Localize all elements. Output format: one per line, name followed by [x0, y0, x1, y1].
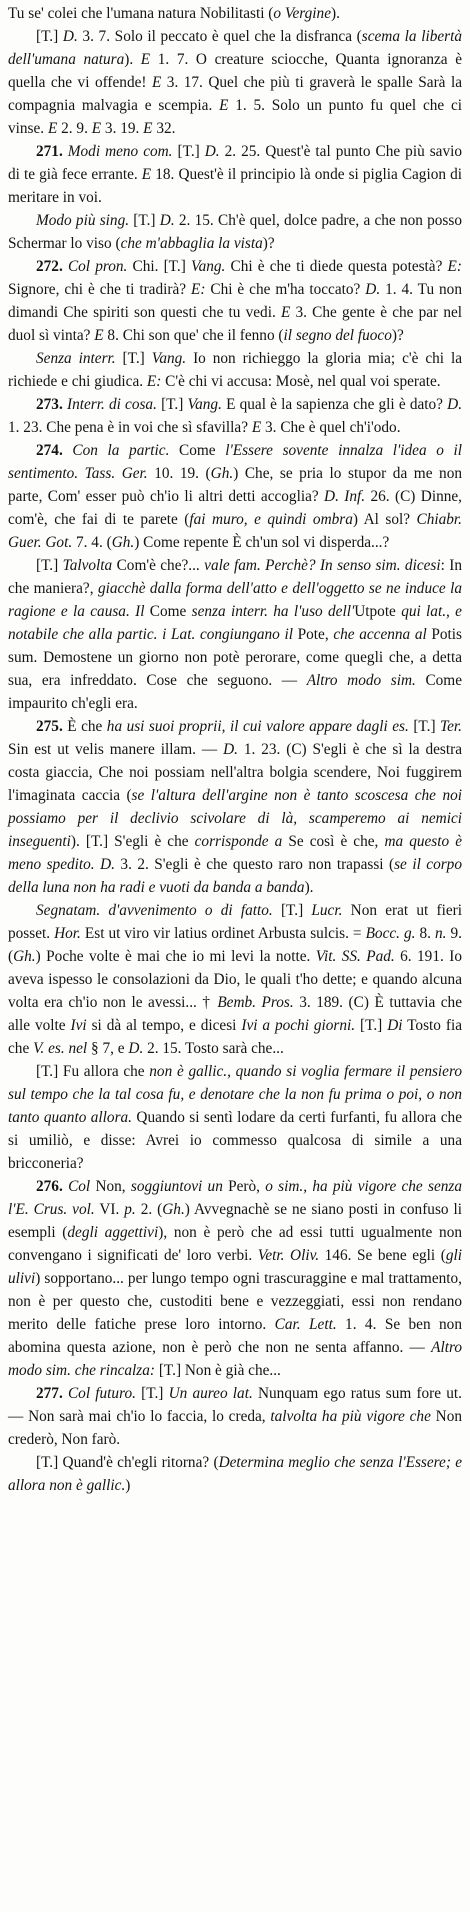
italic-text: fai muro, e quindi ombra [189, 511, 353, 528]
text-run: Chi è che m'ha toccato? [205, 281, 366, 298]
italic-text: qui lat., e notabile che alla partic. i Lat. congiungano il [8, 603, 462, 643]
entry-number: 272. [36, 258, 63, 275]
italic-text: Ivi a pochi giorni. [241, 1017, 356, 1034]
text-run: 3. 17. Quel che più ti graverà le spalle Sarà la compagnia malvagia e scempia. [8, 74, 462, 114]
italic-text: Modo più sing. [36, 212, 130, 229]
italic-text: Interr. di cosa. [66, 396, 157, 413]
italic-text: Con la partic. [72, 442, 170, 459]
italic-text: E [219, 97, 229, 114]
text-run: [T.] [355, 1017, 388, 1034]
italic-text: il segno del fuoco [283, 327, 392, 344]
text-run: È che [62, 718, 107, 735]
italic-text: gli ulivi [8, 1247, 462, 1287]
text-run: 32. [152, 120, 176, 137]
italic-text: corrisponde a [194, 833, 283, 850]
italic-text: Vang. [190, 258, 226, 275]
italic-text: soggiuntovi un [130, 1178, 223, 1195]
italic-text: Col futuro. [67, 1385, 136, 1402]
italic-text: E [143, 120, 153, 137]
italic-text: E [47, 120, 58, 137]
text-run: E qual è la sapienza che gli è dato? [221, 396, 448, 413]
paragraph [8, 1451, 462, 1497]
text-run: ) Al sol? [352, 511, 417, 528]
italic-text: Bemb. Pros. [217, 994, 294, 1011]
paragraph [8, 1175, 462, 1382]
italic-text: D. Inf. [324, 488, 366, 505]
italic-text: D. [204, 143, 220, 160]
text-column [8, 2, 462, 1497]
text-run: ), non è però che ad essi tutti ugualmente non convengano i significati de' loro verbi. [8, 1224, 462, 1264]
italic-text: Car. Lett. [274, 1316, 337, 1333]
italic-text: D. [223, 741, 238, 758]
paragraph [8, 439, 462, 554]
text-run: 1. 23. (C) S'egli è che sì la destra costa giaccia, Che noi possiam nell'altra bolgia scendere, Noi fuggirem l'imaginata caccia ( [8, 741, 463, 804]
italic-text: Chiabr. Guer. Got. [8, 511, 463, 551]
italic-text: Col [68, 1178, 91, 1195]
text-run: 6. 191. Io aveva ispesso le consolazioni da Dio, le quali t'ho dette; e quando alcuna volta era ch'io non le avessi... † [8, 948, 462, 1011]
italic-text: Un aureo lat. [168, 1385, 253, 1402]
text-run: Chi è che ti diede questa potestà? [225, 258, 448, 275]
text-run: C'è chi vi accusa: Mosè, nel qual voi sperate. [161, 373, 441, 390]
text-run: 3. 7. Solo il peccato è quel che la disfranca ( [77, 28, 362, 45]
text-run: 1. 4. Tu non dimandi Che spiriti son questi che tu vedi. [8, 281, 462, 321]
italic-text: Gh. [162, 1201, 185, 1218]
text-run: ). [124, 51, 141, 68]
italic-text: Modi meno com. [67, 143, 173, 160]
italic-text: Gh. [13, 948, 36, 965]
text-run: [T.] Non è già che... [155, 1362, 281, 1379]
text-run: 3. 189. (C) È tuttavia che alle volte [8, 994, 462, 1034]
paragraph [8, 899, 462, 1060]
italic-text: Gh. [210, 465, 234, 482]
text-run: 3. Che gente è che par nel duol sì vinta? [8, 304, 463, 344]
text-run: ). [304, 879, 314, 896]
italic-text: E [141, 166, 152, 183]
text-run: Io non richieggo la gloria mia; c'è chi la richiede e chi giudica. [8, 350, 463, 390]
text-run: ) Avvegnachè se ne siano posti in confuso li esempli ( [8, 1201, 463, 1241]
italic-text: Gh. [111, 534, 135, 551]
text-run: 2. 9. [57, 120, 92, 137]
paragraph [8, 347, 462, 393]
entry-number: 275. [36, 718, 63, 735]
text-run: Tu se' colei che l'umana natura Nobilitasti ( [8, 5, 274, 22]
text-run: Nunquam ego ratus sum fore ut. — Non sarà mai ch'io lo faccia, lo creda, [8, 1385, 462, 1425]
italic-text: o Vergine [273, 5, 331, 22]
text-run: Tosto fia che [8, 1017, 462, 1057]
text-run: Come [144, 603, 192, 620]
text-run: Sin est ut velis manere illam. — [8, 741, 224, 758]
text-run: 8. Chi son que' che il fenno ( [103, 327, 284, 344]
paragraph [8, 25, 462, 140]
entry-number: 277. [36, 1385, 63, 1402]
text-run: [T.] [115, 350, 152, 367]
paragraph [8, 1382, 462, 1451]
italic-text: E [251, 419, 262, 436]
italic-text: Di [387, 1017, 403, 1034]
italic-text: E [94, 327, 104, 344]
italic-text: E [151, 74, 162, 91]
text-run: 2. 15. Ch'è quel, dolce padre, a che non posso Schermar lo viso ( [8, 212, 462, 252]
text-run: [T.] [172, 143, 205, 160]
text-run: Pote, [292, 626, 334, 643]
text-run: ) Poche volte è mai che io mi levi la notte. [35, 948, 316, 965]
italic-text: vale fam. Perchè? In senso sim. dicesi [204, 557, 441, 574]
entry-number: 271. [36, 143, 63, 160]
paragraph [8, 1060, 462, 1175]
italic-text: non è gallic., quando si voglia fermare il pensiero sul tempo che la tal cosa fu, e denotare che la non fu prima o poi, o non tanto quanto allora. [8, 1063, 462, 1126]
text-run: [T.] [36, 28, 63, 45]
italic-text: n. [435, 925, 447, 942]
text-run: 10. 19. ( [147, 465, 211, 482]
text-run: ) Che, se pria lo stupor da me non parte, Com' esser può ch'io li altri detti accoglia? [8, 465, 462, 505]
italic-text: ma questo è meno spedito. D. [8, 833, 463, 873]
text-run: [T.] [135, 1385, 169, 1402]
italic-text: p. [124, 1201, 136, 1218]
italic-text: talvolta ha più vigore che [270, 1408, 431, 1425]
italic-text: D. [159, 212, 175, 229]
italic-text: Altro modo sim. [306, 672, 416, 689]
text-run: Non, [90, 1178, 131, 1195]
text-run: )? [391, 327, 404, 344]
text-run: Però, [222, 1178, 266, 1195]
text-run: 1. 4. Se ben non abomina questa azione, non è però che non ne senta affanno. — [8, 1316, 462, 1356]
text-run: 18. Quest'è il principio là onde si piglia Cagion di meritare in voi. [8, 166, 462, 206]
italic-text: Col pron. [67, 258, 128, 275]
entry-number: 276. [36, 1178, 63, 1195]
text-run: si dà al tempo, e dicesi [86, 1017, 242, 1034]
italic-text: Altro modo sim. che rincalza: [8, 1339, 462, 1379]
text-run: [T.] [408, 718, 441, 735]
italic-text: Talvolta [62, 557, 113, 574]
italic-text: Hor. [54, 925, 81, 942]
text-run: Est ut viro vir latius ordinet Arbusta sulcis. = [80, 925, 366, 942]
paragraph [8, 209, 462, 255]
italic-text: E: [146, 373, 162, 390]
text-run: 146. Se bene egli ( [319, 1247, 446, 1264]
text-run: : In che maniera?, [8, 557, 462, 597]
italic-text: Determina meglio che senza l'Essere; e allora non è gallic. [8, 1454, 463, 1494]
italic-text: E: [447, 258, 462, 275]
text-run: 3. Che è quel ch'i'odo. [261, 419, 401, 436]
text-run: 9. ( [8, 925, 462, 965]
text-run: ) sopportano... per lungo tempo ogni trascuraggine e mal trattamento, non è per questo che, custoditi bene e vezzeggiati, essi non rendano merito delle fatiche prese loro intorno. [8, 1270, 462, 1333]
text-run: 2. 15. Tosto sarà che... [143, 1040, 284, 1057]
entry-number: 274. [36, 442, 63, 459]
text-run: ) [125, 1477, 131, 1494]
text-run: [T.] [272, 902, 312, 919]
text-run: 7. 4. ( [72, 534, 112, 551]
italic-text: Senza interr. [36, 350, 116, 367]
text-run: § 7, e [87, 1040, 129, 1057]
text-run: 3. 19. [101, 120, 144, 137]
italic-text: D. [62, 28, 78, 45]
text-run: 1. 7. O creature sciocche, Quanta ignoranza è quella che vi offende! [8, 51, 462, 91]
italic-text: se il corpo della luna non ha radi e vuoti da banda a banda [8, 856, 462, 896]
text-run: 3. 2. S'egli è che questo raro non trapassi ( [114, 856, 395, 873]
italic-text: se l'altura dell'argine non è tanto scoscesa che noi possiamo per il declivio scivolare di là, scamperemo ai nemici inseguenti [8, 787, 462, 850]
text-run: ) Come repente È ch'un sol vi disperda...? [134, 534, 390, 551]
italic-text: Vang. [151, 350, 187, 367]
italic-text: ha usi suoi proprii, il cui valore appare dagli es. [106, 718, 409, 735]
italic-text: senza interr. ha l'uso dell' [191, 603, 355, 620]
italic-text: scema la libertà dell'umana natura [8, 28, 462, 68]
text-run: Come [169, 442, 226, 459]
italic-text: o sim., ha più vigore che senza l'E. Crus. vol. [8, 1178, 462, 1218]
italic-text: giacchè dalla forma dell'atto e dell'oggetto se ne induce la ragione e la causa. Il [8, 580, 462, 620]
paragraph [8, 393, 462, 439]
paragraph [8, 554, 462, 715]
italic-text: Segnatam. d'avvenimento o di fatto. [36, 902, 273, 919]
italic-text: che accenna al [333, 626, 427, 643]
entry-number: 273. [36, 396, 63, 413]
italic-text: D. [447, 396, 463, 413]
italic-text: E: [190, 281, 206, 298]
italic-text: che m'abbaglia la vista [120, 235, 263, 252]
italic-text: l'Essere sovente innalza l'idea o il sentimento. Tass. Ger. [8, 442, 462, 482]
text-run: 2. ( [135, 1201, 163, 1218]
italic-text: E [91, 120, 102, 137]
italic-text: D. [128, 1040, 144, 1057]
italic-text: Vit. SS. Pad. [315, 948, 395, 965]
text-run: 1. 5. Solo un punto fu quel che ci vinse. [8, 97, 463, 137]
text-run: 8. [415, 925, 436, 942]
paragraph [8, 2, 462, 25]
text-run: Potis sum. Demostene un giorno non potè perorare, come quegli che, a detta sua, era infreddato. Cose che seguono. — [8, 626, 462, 689]
italic-text: Lucr. [311, 902, 343, 919]
text-run: [T.] Fu allora che [36, 1063, 150, 1080]
text-run: [T.] Quand'è ch'egli ritorna? ( [36, 1454, 219, 1471]
italic-text: Vetr. Oliv. [257, 1247, 320, 1264]
text-run: Com'è che?... [112, 557, 205, 574]
paragraph [8, 140, 462, 209]
paragraph [8, 255, 462, 347]
italic-text: Bocc. g. [365, 925, 416, 942]
text-run: Quando si sentì lodare da certi furfanti, fu allora che si umiliò, e disse: Avrei io commesso qualcosa di simile a una bricconeria? [8, 1109, 462, 1172]
text-run: 26. (C) Dinne, com'è, che fai di te parete ( [8, 488, 462, 528]
text-run: [T.] [156, 396, 188, 413]
text-run: Non erat ut fieri posset. [8, 902, 462, 942]
text-run: [T.] [129, 212, 160, 229]
italic-text: degli aggettivi [67, 1224, 159, 1241]
text-run: ). [331, 5, 340, 22]
text-run: Non crederò, Non farò. [8, 1408, 462, 1448]
text-run: 2. 25. Quest'è tal punto Che più savio di te già fece errante. [8, 143, 463, 183]
text-run: [T.] [36, 557, 63, 574]
text-run: Chi. [T.] [127, 258, 191, 275]
text-run: 1. 23. Che pena è in voi che sì sfavilla? [8, 419, 252, 436]
text-run: Se così è che, [282, 833, 385, 850]
text-run [63, 442, 73, 459]
italic-text: Ter. [440, 718, 463, 735]
text-run: Signore, chi è che ti tradirà? [8, 281, 191, 298]
text-run: Utpote [354, 603, 402, 620]
italic-text: E [280, 304, 291, 321]
italic-text: D. [365, 281, 381, 298]
text-run: VI. [94, 1201, 125, 1218]
italic-text: V. es. nel [33, 1040, 88, 1057]
text-run: ). [T.] S'egli è che [70, 833, 195, 850]
text-run: Come impaurito ch'egli era. [8, 672, 462, 712]
paragraph [8, 715, 462, 899]
italic-text: Ivi [70, 1017, 87, 1034]
text-run: )? [262, 235, 275, 252]
italic-text: E [140, 51, 151, 68]
italic-text: Vang. [187, 396, 222, 413]
